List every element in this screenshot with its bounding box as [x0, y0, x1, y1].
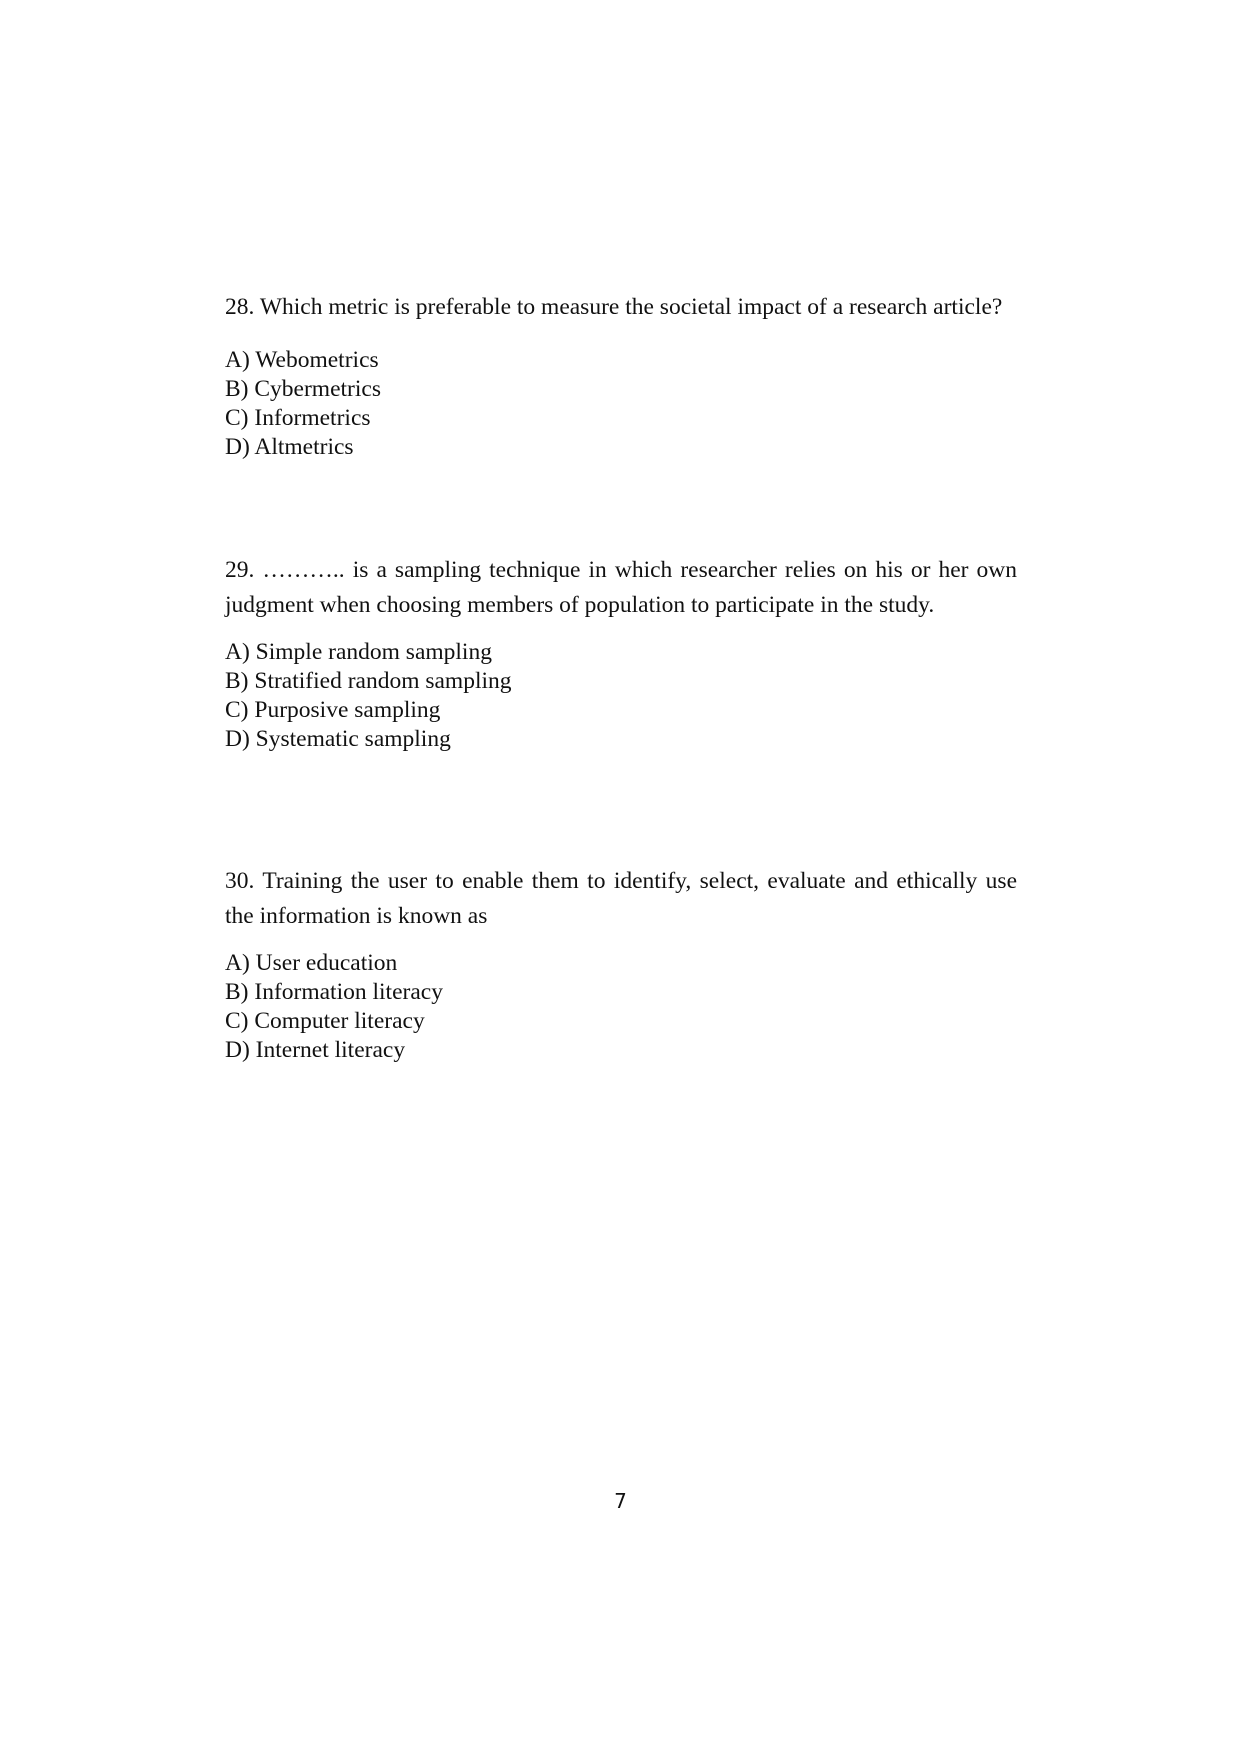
option-b: B) Cybermetrics — [225, 376, 381, 402]
option-c: C) Purposive sampling — [225, 697, 441, 723]
question-29 — [225, 553, 1017, 754]
question-30 — [225, 864, 1017, 1065]
option-a: A) User education — [225, 950, 398, 976]
option-d: D) Systematic sampling — [225, 726, 451, 752]
option-c: C) Informetrics — [225, 405, 371, 431]
option-b: B) Stratified random sampling — [225, 668, 512, 694]
question-text: 29. ……….. is a sampling technique in which researcher relies on his or her own judgment when choosing members of population to participate in the study. — [225, 557, 1017, 618]
option-a: A) Simple random sampling — [225, 639, 492, 665]
question-28 — [225, 293, 1017, 462]
option-d: D) Internet literacy — [225, 1037, 406, 1063]
option-c: C) Computer literacy — [225, 1008, 425, 1034]
option-list — [225, 949, 1017, 1065]
page-number: 7 — [614, 1489, 627, 1513]
option-list — [225, 638, 1017, 754]
option-b: B) Information literacy — [225, 979, 443, 1005]
question-text: 30. Training the user to enable them to identify, select, evaluate and ethically use the information is known as — [225, 868, 1017, 929]
option-a: A) Webometrics — [225, 347, 379, 373]
option-list — [225, 346, 1017, 462]
question-text: 28. Which metric is preferable to measure the societal impact of a research article? — [225, 294, 1003, 320]
option-d: D) Altmetrics — [225, 434, 354, 460]
